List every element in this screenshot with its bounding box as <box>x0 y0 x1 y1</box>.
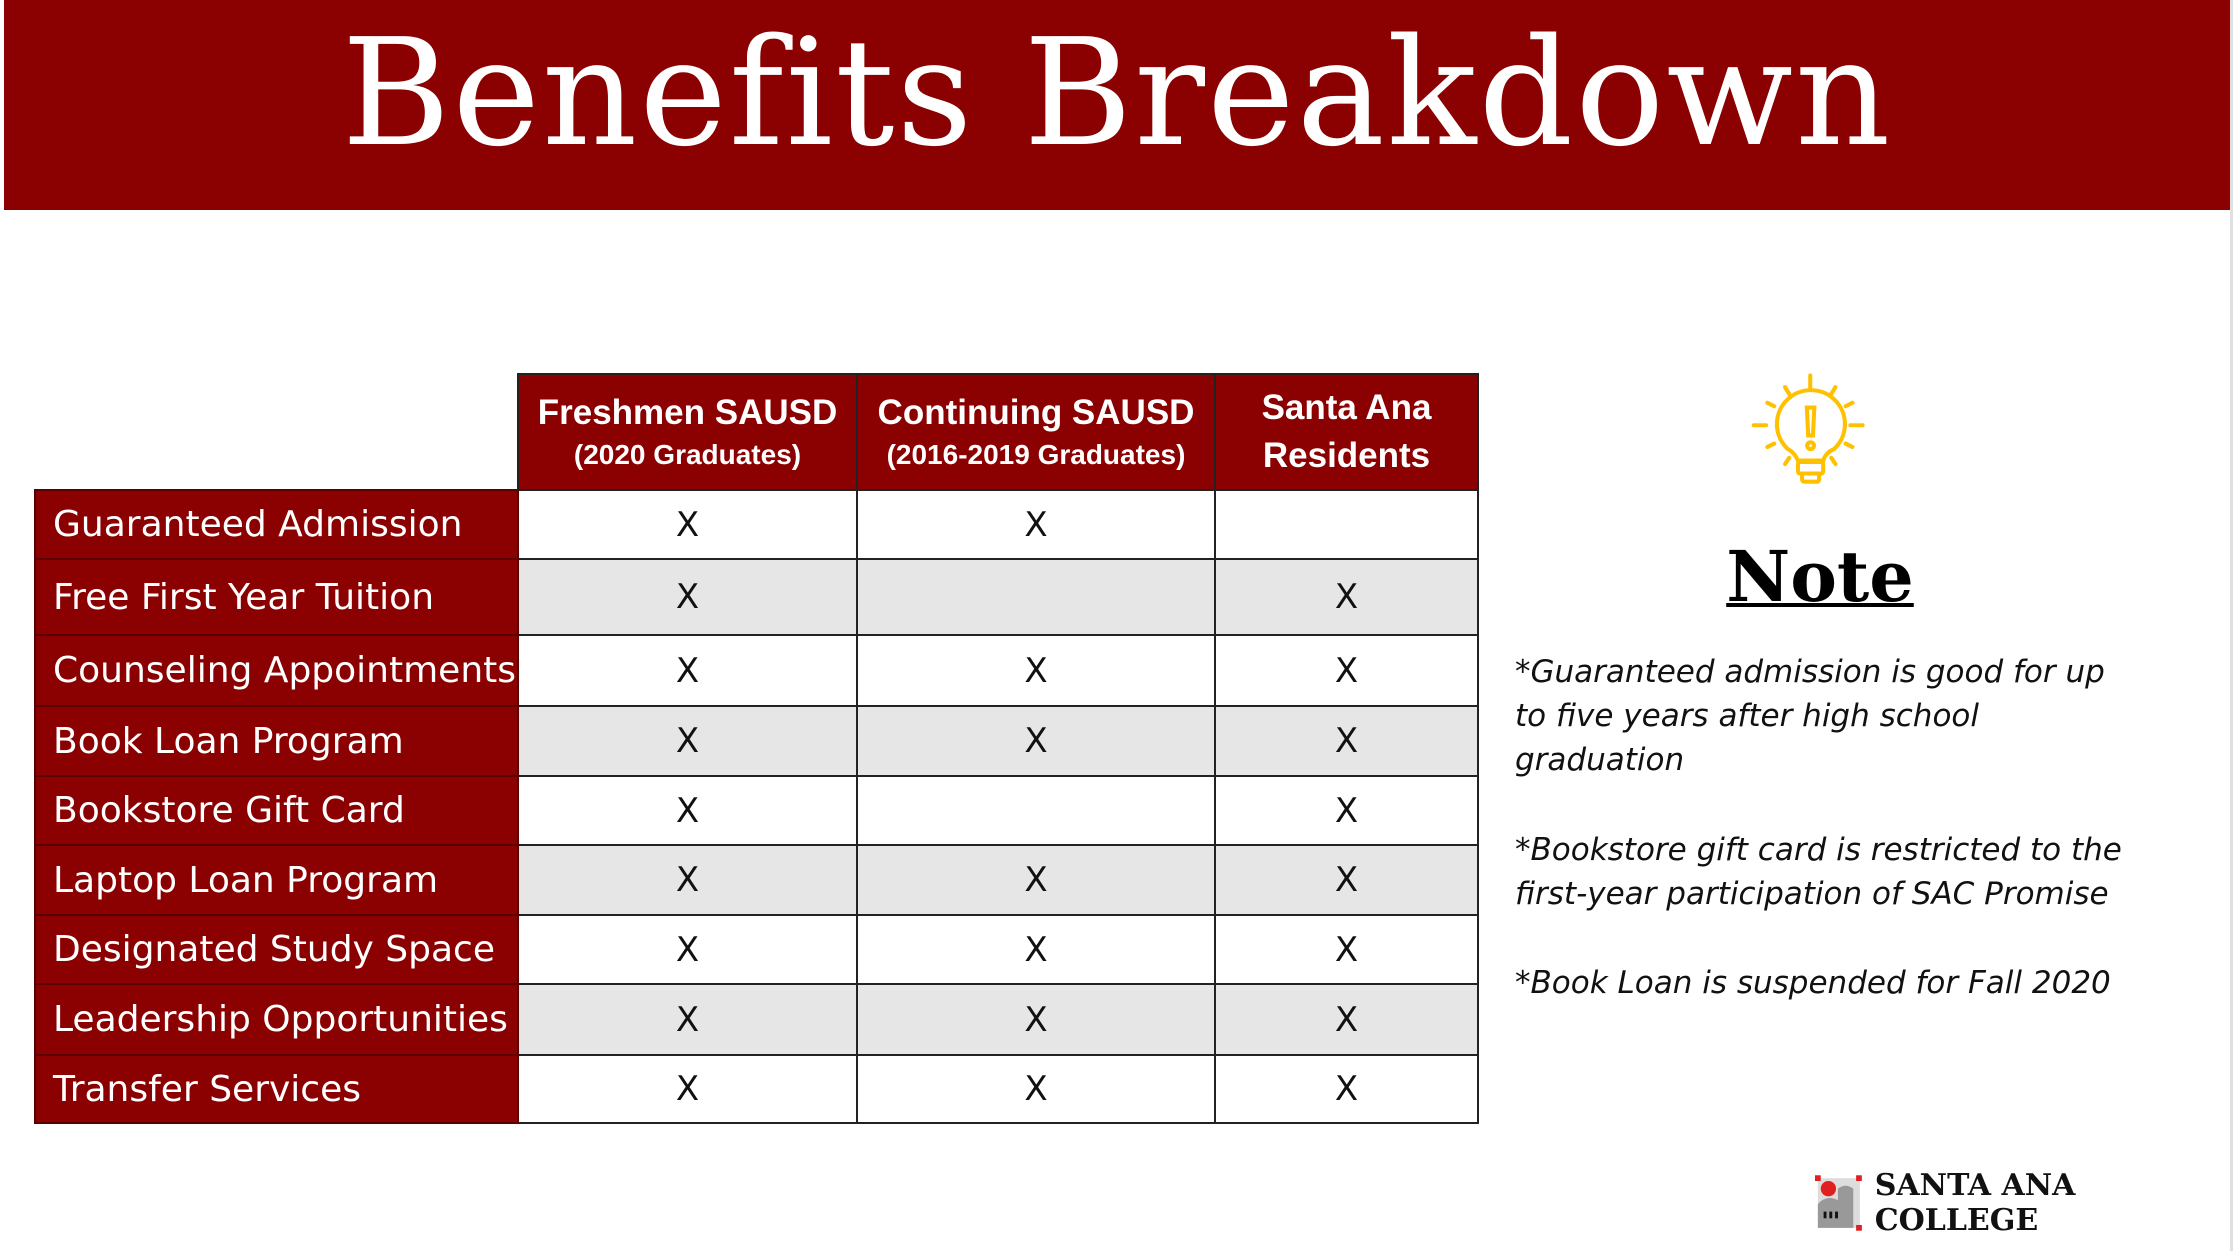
header-blank <box>35 374 518 490</box>
lightbulb-icon <box>1730 345 1900 515</box>
table-row <box>35 559 1478 635</box>
row-label: Leadership Opportunities <box>35 984 518 1055</box>
table-row <box>35 490 1478 559</box>
table-header-row <box>35 374 1478 490</box>
benefit-cell: X <box>857 490 1215 559</box>
benefit-cell <box>857 559 1215 635</box>
row-label: Guaranteed Admission <box>35 490 518 559</box>
row-label: Book Loan Program <box>35 706 518 776</box>
header-continuing <box>857 374 1215 490</box>
table-row <box>35 776 1478 845</box>
benefit-cell <box>1215 490 1478 559</box>
college-building-icon <box>1815 1174 1865 1232</box>
note-title: Note <box>1726 535 1914 618</box>
benefit-cell: X <box>857 1055 1215 1123</box>
benefit-cell: X <box>518 559 857 635</box>
note-item: *Book Loan is suspended for Fall 2020 <box>1515 965 2111 1001</box>
row-label: Counseling Appointments <box>35 635 518 706</box>
benefit-cell: X <box>518 635 857 706</box>
benefit-cell: X <box>1215 706 1478 776</box>
header-title: Santa Ana <box>1261 388 1432 427</box>
note-item: *Bookstore gift card is restricted to the first-year participation of SAC Promise <box>1515 832 2122 912</box>
benefit-cell: X <box>518 845 857 915</box>
header-freshmen <box>518 374 857 490</box>
benefit-cell: X <box>857 915 1215 984</box>
header-subtitle: (2020 Graduates) <box>573 439 802 470</box>
table-row <box>35 635 1478 706</box>
benefits-table <box>34 373 1479 1124</box>
benefit-cell: X <box>1215 559 1478 635</box>
benefit-cell: X <box>857 706 1215 776</box>
benefit-cell <box>857 776 1215 845</box>
row-label: Designated Study Space <box>35 915 518 984</box>
benefit-cell: X <box>518 776 857 845</box>
benefit-cell: X <box>1215 776 1478 845</box>
header-title-line2: Residents <box>1262 436 1431 475</box>
note-item: *Guaranteed admission is good for up to five years after high school graduation <box>1515 654 2105 778</box>
title-banner <box>4 0 2230 210</box>
benefit-cell: X <box>1215 1055 1478 1123</box>
benefit-cell: X <box>518 490 857 559</box>
table-row <box>35 845 1478 915</box>
header-title: Continuing SAUSD <box>877 393 1195 432</box>
benefit-cell: X <box>1215 845 1478 915</box>
benefit-cell: X <box>518 706 857 776</box>
row-label: Transfer Services <box>35 1055 518 1123</box>
table-row <box>35 1055 1478 1123</box>
header-residents <box>1215 374 1478 490</box>
logo-text: SANTA ANA COLLEGE <box>1874 1168 2076 1238</box>
page-title: Benefits Breakdown <box>341 7 1893 179</box>
benefit-cell: X <box>857 984 1215 1055</box>
header-title: Freshmen SAUSD <box>537 393 838 432</box>
table-row <box>35 984 1478 1055</box>
table-row <box>35 915 1478 984</box>
santa-ana-college-logo <box>1815 1168 2233 1238</box>
benefit-cell: X <box>1215 635 1478 706</box>
benefit-cell: X <box>1215 984 1478 1055</box>
benefit-cell: X <box>857 635 1215 706</box>
header-subtitle: (2016-2019 Graduates) <box>886 439 1186 470</box>
row-label: Free First Year Tuition <box>35 559 518 635</box>
row-label: Laptop Loan Program <box>35 845 518 915</box>
benefit-cell: X <box>1215 915 1478 984</box>
benefit-cell: X <box>857 845 1215 915</box>
benefit-cell: X <box>518 1055 857 1123</box>
benefit-cell: X <box>518 915 857 984</box>
table-row <box>35 706 1478 776</box>
benefit-cell: X <box>518 984 857 1055</box>
row-label: Bookstore Gift Card <box>35 776 518 845</box>
